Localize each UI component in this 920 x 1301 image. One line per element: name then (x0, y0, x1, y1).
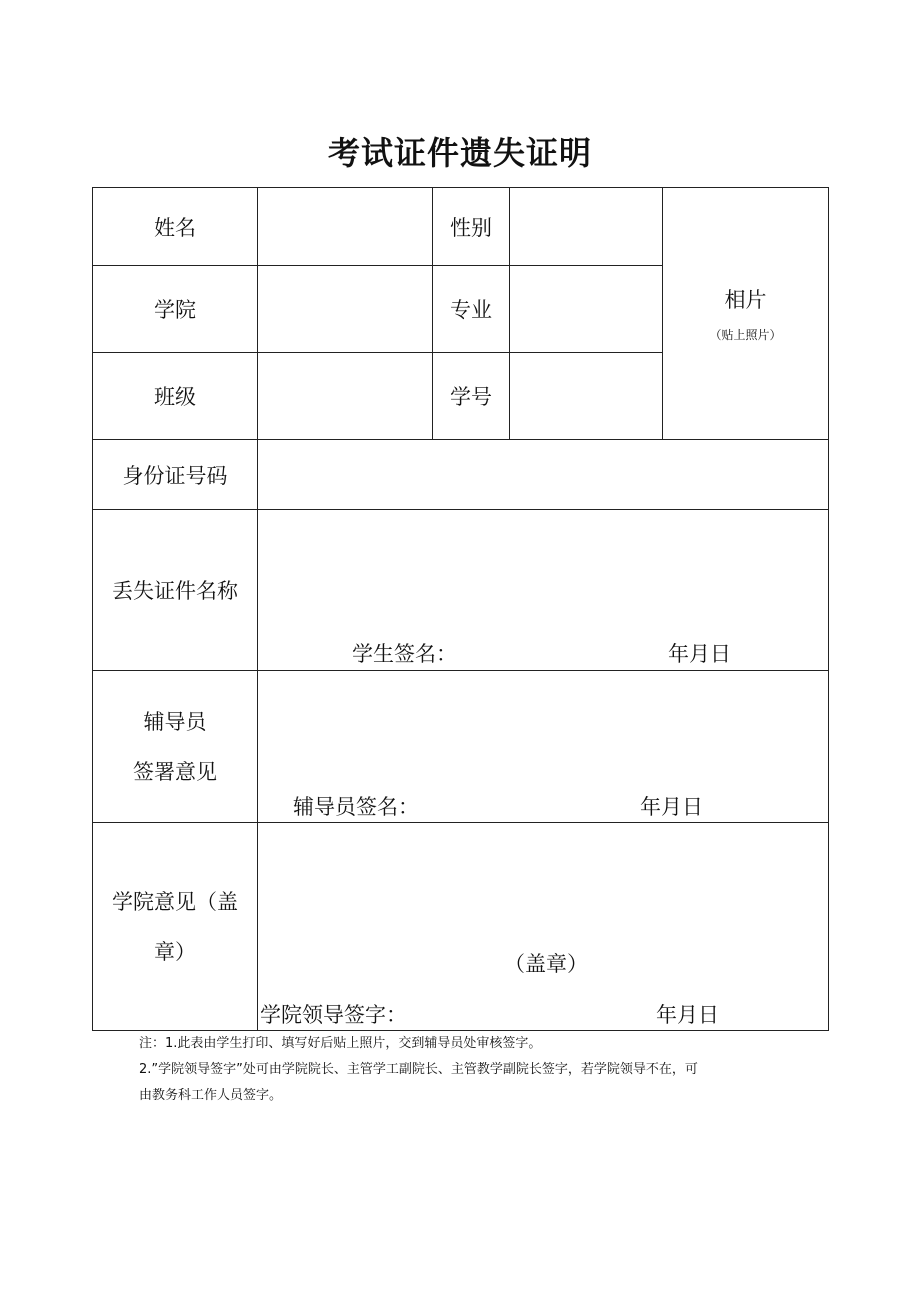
photo-box[interactable] (663, 188, 829, 440)
lost-doc-field[interactable] (258, 510, 829, 671)
gender-field[interactable] (510, 188, 663, 266)
college-opinion-line1: 学院意见（盖 (112, 889, 238, 914)
counselor-sign-date: 年月日 (640, 795, 703, 819)
lost-doc-label: 丢失证件名称 (93, 510, 258, 671)
college-opinion-label (93, 823, 258, 1031)
counselor-sign-label: 辅导员签名： (293, 795, 419, 819)
student-sign-date: 年月日 (668, 642, 731, 666)
class-label: 班级 (93, 353, 258, 440)
counselor-label-line1: 辅导员 (143, 709, 207, 734)
counselor-opinion-label (93, 671, 258, 823)
notes (92, 1031, 828, 1109)
college-field[interactable] (258, 266, 433, 353)
id-number-field[interactable] (258, 440, 829, 510)
photo-label: 相片 (724, 288, 767, 312)
gender-label: 性别 (433, 188, 510, 266)
name-label: 姓名 (93, 188, 258, 266)
student-id-label: 学号 (433, 353, 510, 440)
student-sign-label: 学生签名： (352, 642, 457, 666)
stamp-label: （盖章） (504, 952, 588, 976)
college-label: 学院 (93, 266, 258, 353)
counselor-label-line2: 签署意见 (133, 759, 217, 784)
loss-certificate-form (92, 187, 829, 1031)
student-id-field[interactable] (510, 353, 663, 440)
note-line-3: 由教务科工作人员签字。 (139, 1088, 283, 1103)
major-label: 专业 (433, 266, 510, 353)
leader-sign-label: 学院领导签字： (260, 1003, 407, 1027)
class-field[interactable] (258, 353, 433, 440)
leader-sign-date: 年月日 (656, 1003, 719, 1027)
note-line-2: 2.”学院领导签字”处可由学院院长、主管学工副院长、主管教学副院长签字，若学院领导不在，可 (139, 1062, 698, 1077)
major-field[interactable] (510, 266, 663, 353)
counselor-opinion-field[interactable] (258, 671, 829, 823)
college-opinion-line2: 章） (154, 939, 196, 964)
id-number-label: 身份证号码 (93, 440, 258, 510)
note-line-1: 注：1.此表由学生打印、填写好后贴上照片，交到辅导员处审核签字。 (139, 1036, 542, 1051)
page-title: 考试证件遗失证明 (327, 134, 592, 172)
college-opinion-field[interactable] (258, 823, 829, 1031)
photo-hint: （贴上照片） (709, 328, 782, 342)
name-field[interactable] (258, 188, 433, 266)
